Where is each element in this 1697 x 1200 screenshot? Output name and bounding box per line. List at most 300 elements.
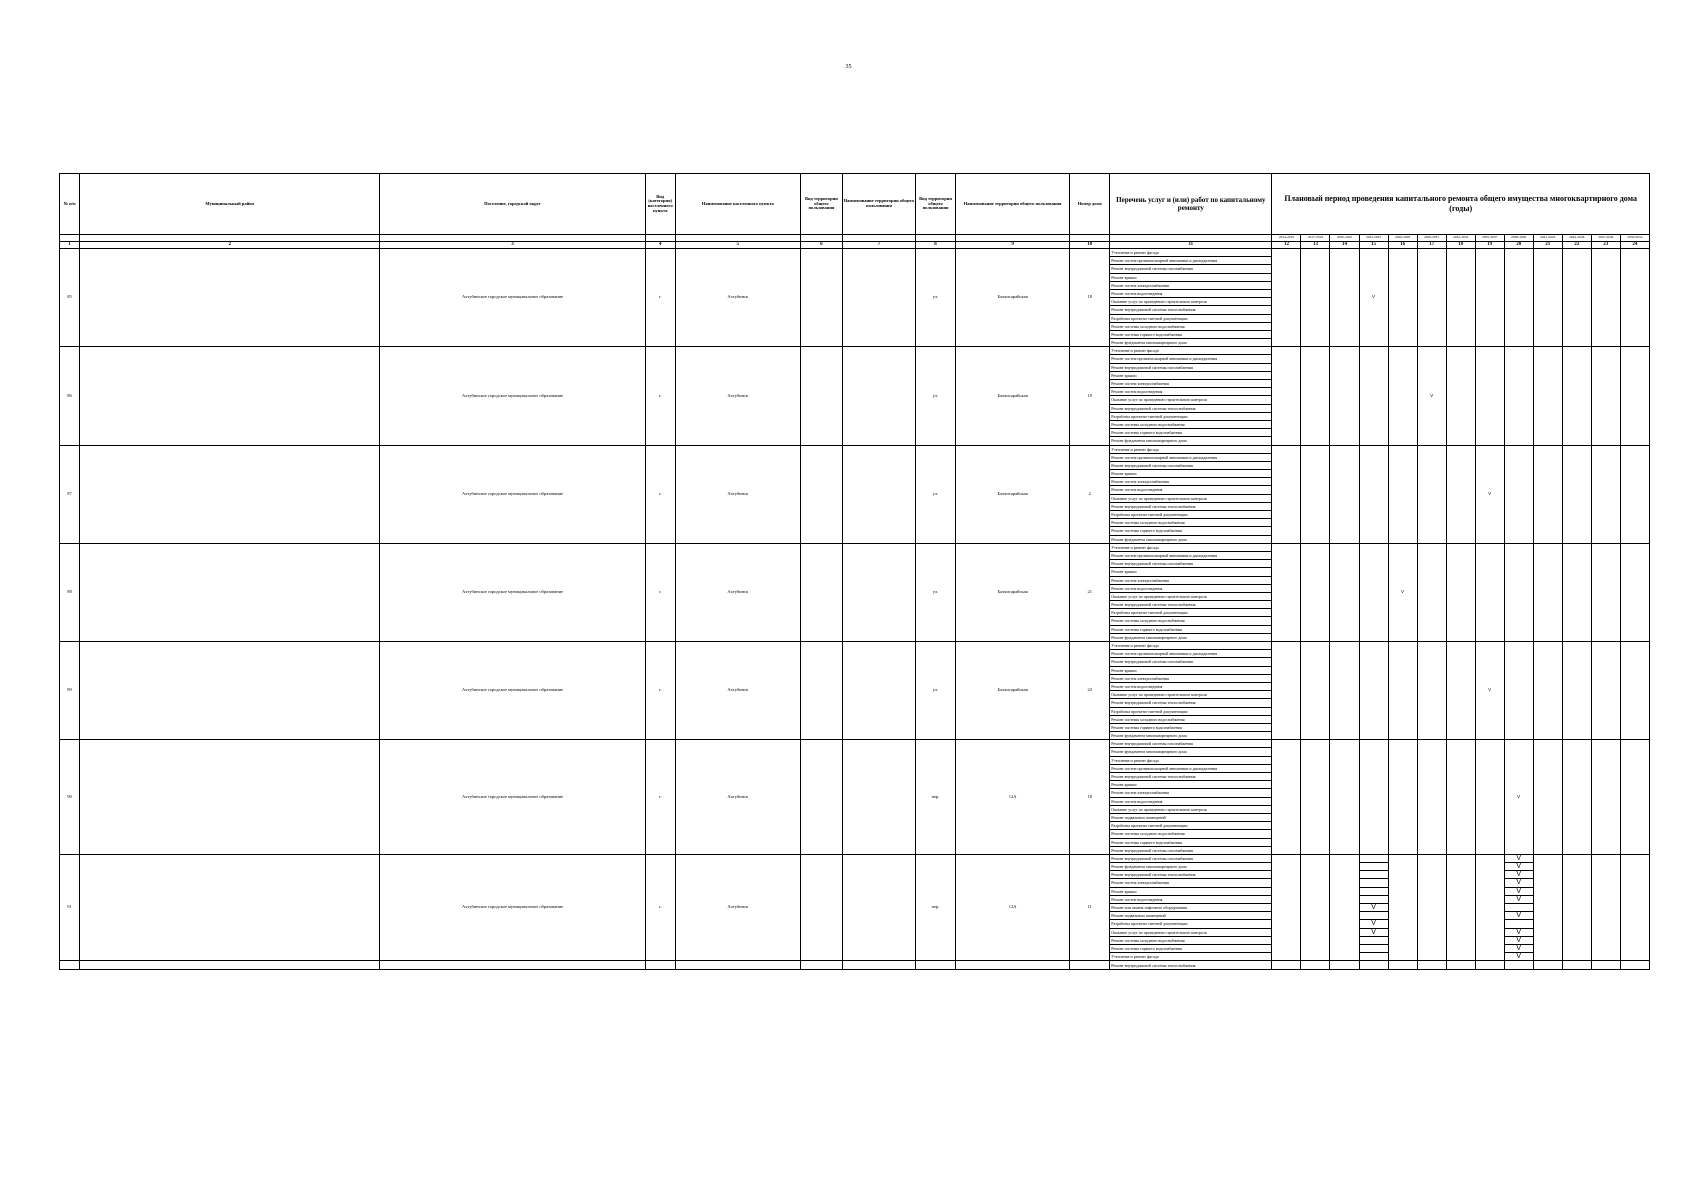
plan-cell xyxy=(1272,445,1301,543)
row-street-type: ул. xyxy=(916,642,956,740)
work-item: Разработка проектно-сметной документации xyxy=(1110,315,1271,323)
row-num: 85 xyxy=(60,249,80,347)
work-item: Разработка проектно-сметной документации xyxy=(1110,413,1271,421)
work-item: Ремонт внутридомовой системы газоснабжения xyxy=(1110,265,1271,273)
column-number: 6 xyxy=(800,242,842,249)
plan-submark xyxy=(1360,896,1388,904)
row-territory-type-1 xyxy=(800,249,842,347)
work-item: Ремонт внутридомовой системы газоснабжения xyxy=(1110,560,1271,568)
work-item: Ремонт внутридомовой системы теплоснабжения xyxy=(1110,306,1271,314)
plan-cell xyxy=(1301,445,1330,543)
row-settlement-name: Ахтубинск xyxy=(675,740,800,855)
period-label: 2038-2040 xyxy=(1504,235,1533,242)
plan-cell xyxy=(1388,740,1417,855)
row-works-list xyxy=(1110,249,1272,347)
plan-cell xyxy=(1620,445,1649,543)
work-item: Ремонт внутридомовой системы теплоснабжения xyxy=(1110,699,1271,707)
row-works-list xyxy=(1110,854,1272,960)
plan-cell xyxy=(1272,961,1301,970)
period-label: 2032-2034 xyxy=(1446,235,1475,242)
work-item: Ремонт крыши xyxy=(1110,568,1271,576)
row-street-name: 12А xyxy=(956,740,1070,855)
row-district xyxy=(80,740,380,855)
row-territory-type-1 xyxy=(800,543,842,641)
plan-cell xyxy=(1272,347,1301,445)
plan-cell xyxy=(1330,854,1359,960)
row-house-no: 18 xyxy=(1070,249,1110,347)
row-works-list xyxy=(1110,445,1272,543)
plan-cell xyxy=(1475,740,1504,855)
period-label: 2017-2019 xyxy=(1301,235,1330,242)
column-number: 16 xyxy=(1388,242,1417,249)
column-number: 1 xyxy=(60,242,80,249)
work-item: Ремонт систем электроснабжения xyxy=(1110,879,1271,887)
work-item: Ремонт систем противопожарной автоматики и дымоудаления xyxy=(1110,454,1271,462)
plan-cell xyxy=(1533,249,1562,347)
header-territory-name-1: Наименование территории общего пользования xyxy=(842,174,915,235)
work-item: Утепление и ремонт фасада xyxy=(1110,544,1271,552)
plan-cell xyxy=(1301,543,1330,641)
work-item: Разработка проектно-сметной документации xyxy=(1110,920,1271,928)
row-settlement: Ахтубинское городское муниципальное образование xyxy=(380,249,645,347)
continued-cell xyxy=(1070,961,1110,970)
column-number: 12 xyxy=(1272,242,1301,249)
work-item: Ремонт системы горячего водоснабжения xyxy=(1110,724,1271,732)
plan-submark: V xyxy=(1505,871,1533,879)
column-number: 23 xyxy=(1591,242,1620,249)
plan-subgrid xyxy=(1504,854,1533,960)
row-territory-type-1 xyxy=(800,642,842,740)
work-item: Ремонт подвальных помещений xyxy=(1110,912,1271,920)
plan-cell xyxy=(1504,249,1533,347)
work-item: Ремонт крыши xyxy=(1110,667,1271,675)
header-settlement: Поселение, городской округ xyxy=(380,174,645,235)
work-item: Ремонт систем электроснабжения xyxy=(1110,577,1271,585)
plan-cell xyxy=(1359,445,1388,543)
plan-cell xyxy=(1562,543,1591,641)
work-item: Ремонт систем электроснабжения xyxy=(1110,789,1271,797)
header-settlement-name: Наименование населенного пункта xyxy=(675,174,800,235)
plan-cell xyxy=(1388,854,1417,960)
row-num: 91 xyxy=(60,854,80,960)
row-street-name: 12А xyxy=(956,854,1070,960)
plan-cell xyxy=(1562,445,1591,543)
work-item: Оказание услуг по проведению строительного контроля xyxy=(1110,298,1271,306)
period-label: 2050-2052 xyxy=(1620,235,1649,242)
plan-cell xyxy=(1272,642,1301,740)
work-item: Ремонт систем электроснабжения xyxy=(1110,675,1271,683)
plan-cell xyxy=(1562,854,1591,960)
plan-cell xyxy=(1591,445,1620,543)
page-number: 35 xyxy=(845,64,852,70)
period-label: 2014-2016 xyxy=(1272,235,1301,242)
plan-cell xyxy=(1417,249,1446,347)
plan-submark: V xyxy=(1516,953,1522,961)
row-street-type: пер. xyxy=(916,854,956,960)
row-street-name: Бахчисарайская xyxy=(956,347,1070,445)
row-district xyxy=(80,347,380,445)
column-number: 3 xyxy=(380,242,645,249)
header-works: Перечень услуг и (или) работ по капитальному ремонту xyxy=(1110,174,1272,235)
table-row xyxy=(60,642,1650,740)
plan-cell xyxy=(1301,961,1330,970)
row-territory-name-1 xyxy=(842,445,915,543)
row-house-no: 2 xyxy=(1070,445,1110,543)
row-settlement-type: г. xyxy=(645,854,675,960)
row-street-name: Бахчисарайская xyxy=(956,543,1070,641)
work-item: Ремонт крыши xyxy=(1110,372,1271,380)
period-label: 2023-2025 xyxy=(1359,235,1388,242)
plan-cell xyxy=(1533,543,1562,641)
plan-submark: V xyxy=(1360,920,1388,928)
table-row-continued xyxy=(60,961,1650,970)
work-item: Ремонт крыши xyxy=(1110,274,1271,282)
work-item: Ремонт систем противопожарной автоматики и дымоудаления xyxy=(1110,552,1271,560)
plan-mark: V xyxy=(1417,347,1446,445)
work-item: Ремонт системы холодного водоснабжения xyxy=(1110,421,1271,429)
row-district xyxy=(80,854,380,960)
row-settlement-type: г. xyxy=(645,740,675,855)
row-settlement-type: г. xyxy=(645,249,675,347)
period-blank xyxy=(956,235,1070,242)
work-item: Ремонт системы горячего водоснабжения xyxy=(1110,839,1271,847)
plan-cell xyxy=(1504,961,1533,970)
table-row xyxy=(60,445,1650,543)
plan-cell xyxy=(1301,249,1330,347)
work-item: Ремонт системы горячего водоснабжения xyxy=(1110,429,1271,437)
period-blank xyxy=(645,235,675,242)
header-district: Муниципальный район xyxy=(80,174,380,235)
work-item: Ремонт системы горячего водоснабжения xyxy=(1110,527,1271,535)
row-house-no: 19 xyxy=(1070,347,1110,445)
work-item: Ремонт систем водоотведения xyxy=(1110,585,1271,593)
period-blank xyxy=(800,235,842,242)
work-item: Оказание услуг по проведению строительного контроля xyxy=(1110,691,1271,699)
work-item: Ремонт системы горячего водоснабжения xyxy=(1110,945,1271,953)
row-house-no: 18 xyxy=(1070,740,1110,855)
plan-cell xyxy=(1272,249,1301,347)
plan-submark xyxy=(1505,904,1533,912)
work-item: Ремонт внутридомовой системы теплоснабжения xyxy=(1110,503,1271,511)
work-item: Ремонт систем противопожарной автоматики и дымоудаления xyxy=(1110,257,1271,265)
work-item: Ремонт систем электроснабжения xyxy=(1110,478,1271,486)
row-works-list xyxy=(1110,543,1272,641)
plan-cell xyxy=(1533,642,1562,740)
plan-cell xyxy=(1330,249,1359,347)
period-label: 2035-2037 xyxy=(1475,235,1504,242)
row-house-no: 11 xyxy=(1070,854,1110,960)
plan-cell xyxy=(1417,961,1446,970)
row-territory-name-1 xyxy=(842,642,915,740)
plan-cell xyxy=(1330,445,1359,543)
column-number: 2 xyxy=(80,242,380,249)
period-label: 2029-2031 xyxy=(1417,235,1446,242)
period-label: 2026-2028 xyxy=(1388,235,1417,242)
plan-cell xyxy=(1533,445,1562,543)
column-number: 21 xyxy=(1533,242,1562,249)
work-item: Ремонт фундамента многоквартирного дома xyxy=(1111,340,1187,346)
row-street-name: Бахчисарайская xyxy=(956,642,1070,740)
row-street-type: пер. xyxy=(916,740,956,855)
row-district xyxy=(80,543,380,641)
work-item: Ремонт подвальных помещений xyxy=(1110,814,1271,822)
plan-cell xyxy=(1388,642,1417,740)
column-number: 14 xyxy=(1330,242,1359,249)
row-settlement-type: г. xyxy=(645,445,675,543)
row-territory-type-1 xyxy=(800,445,842,543)
header-plan: Плановый период проведения капитального ремонта общего имущества многоквартирного дома (годы) xyxy=(1272,174,1650,235)
column-number: 20 xyxy=(1504,242,1533,249)
plan-cell xyxy=(1591,854,1620,960)
plan-cell xyxy=(1446,347,1475,445)
work-item: Ремонт системы горячего водоснабжения xyxy=(1110,331,1271,339)
column-number: 13 xyxy=(1301,242,1330,249)
row-territory-type-1 xyxy=(800,854,842,960)
plan-cell xyxy=(1301,347,1330,445)
work-item: Ремонт системы холодного водоснабжения xyxy=(1110,617,1271,625)
plan-cell xyxy=(1301,642,1330,740)
work-item: Ремонт фундамента многоквартирного дома xyxy=(1110,748,1271,756)
plan-cell xyxy=(1620,740,1649,855)
plan-cell xyxy=(1330,961,1359,970)
work-item: Ремонт систем противопожарной автоматики и дымоудаления xyxy=(1110,765,1271,773)
column-number: 24 xyxy=(1620,242,1649,249)
period-label: 2041-2043 xyxy=(1533,235,1562,242)
work-item: Оказание услуг по проведению строительного контроля xyxy=(1110,929,1271,937)
plan-cell xyxy=(1533,347,1562,445)
plan-cell xyxy=(1446,961,1475,970)
plan-cell xyxy=(1562,961,1591,970)
row-settlement-name: Ахтубинск xyxy=(675,543,800,641)
work-item: Ремонт внутридомовой системы теплоснабжения xyxy=(1110,871,1271,879)
plan-cell xyxy=(1562,642,1591,740)
row-settlement-name: Ахтубинск xyxy=(675,854,800,960)
work-item: Ремонт внутридомовой системы газоснабжения xyxy=(1110,740,1271,748)
plan-submark: V xyxy=(1505,929,1533,937)
row-num: 90 xyxy=(60,740,80,855)
header-house-no: Номер дома xyxy=(1070,174,1110,235)
plan-cell xyxy=(1591,249,1620,347)
work-item: Ремонт систем противопожарной автоматики и дымоудаления xyxy=(1110,355,1271,363)
period-label: 2020-2022 xyxy=(1330,235,1359,242)
work-item: Ремонт внутридомовой системы теплоснабжения xyxy=(1110,405,1271,413)
continued-cell xyxy=(675,961,800,970)
continued-cell xyxy=(916,961,956,970)
plan-cell xyxy=(1504,642,1533,740)
plan-cell xyxy=(1620,249,1649,347)
table-row xyxy=(60,854,1650,960)
column-number: 11 xyxy=(1110,242,1272,249)
work-item: Ремонт внутридомовой системы газоснабжения xyxy=(1110,658,1271,666)
work-item: Ремонт фундамента многоквартирного дома xyxy=(1110,863,1271,871)
plan-submark: V xyxy=(1505,888,1533,896)
column-number: 18 xyxy=(1446,242,1475,249)
work-item: Ремонт внутридомовой системы газоснабжения xyxy=(1110,462,1271,470)
plan-submark xyxy=(1360,912,1388,920)
work-item: Утепление и ремонт фасада xyxy=(1111,954,1159,960)
plan-cell xyxy=(1562,347,1591,445)
work-item: Утепление и ремонт фасада xyxy=(1110,446,1271,454)
row-territory-name-1 xyxy=(842,347,915,445)
work-item: Ремонт фундамента многоквартирного дома xyxy=(1111,536,1187,542)
plan-cell xyxy=(1475,347,1504,445)
column-number: 5 xyxy=(675,242,800,249)
plan-cell xyxy=(1591,961,1620,970)
plan-cell xyxy=(1620,854,1649,960)
plan-cell xyxy=(1446,740,1475,855)
plan-cell xyxy=(1388,249,1417,347)
work-item: Ремонт системы холодного водоснабжения xyxy=(1110,519,1271,527)
row-house-no: 22 xyxy=(1070,642,1110,740)
period-blank xyxy=(380,235,645,242)
plan-cell xyxy=(1562,740,1591,855)
period-blank xyxy=(80,235,380,242)
period-blank xyxy=(842,235,915,242)
work-item: Ремонт фундамента многоквартирного дома xyxy=(1111,634,1187,640)
plan-cell xyxy=(1533,740,1562,855)
work-item: Ремонт фундамента многоквартирного дома xyxy=(1111,438,1187,444)
row-settlement: Ахтубинское городское муниципальное образование xyxy=(380,445,645,543)
plan-submark xyxy=(1360,855,1388,863)
continued-cell xyxy=(380,961,645,970)
plan-cell xyxy=(1417,445,1446,543)
work-item: Ремонт или замена лифтового оборудования xyxy=(1110,904,1271,912)
plan-submark xyxy=(1360,863,1388,871)
period-blank xyxy=(675,235,800,242)
row-num: 88 xyxy=(60,543,80,641)
row-works-list xyxy=(1110,961,1272,970)
capital-repair-table xyxy=(59,173,1650,970)
plan-submark: V xyxy=(1505,937,1533,945)
work-item: Разработка проектно-сметной документации xyxy=(1110,822,1271,830)
row-settlement-name: Ахтубинск xyxy=(675,249,800,347)
plan-cell xyxy=(1272,543,1301,641)
row-territory-name-1 xyxy=(842,543,915,641)
work-item: Ремонт систем водоотведения xyxy=(1110,896,1271,904)
period-label: 2047-2049 xyxy=(1591,235,1620,242)
plan-cell xyxy=(1446,642,1475,740)
row-settlement: Ахтубинское городское муниципальное образование xyxy=(380,347,645,445)
column-number: 15 xyxy=(1359,242,1388,249)
plan-submark xyxy=(1360,871,1388,879)
period-blank xyxy=(1110,235,1272,242)
row-territory-name-1 xyxy=(842,740,915,855)
plan-cell xyxy=(1446,249,1475,347)
plan-cell xyxy=(1446,854,1475,960)
work-item: Оказание услуг по проведению строительного контроля xyxy=(1110,396,1271,404)
plan-cell xyxy=(1591,740,1620,855)
continued-cell xyxy=(60,961,80,970)
plan-cell xyxy=(1359,740,1388,855)
plan-cell xyxy=(1504,543,1533,641)
continued-cell xyxy=(645,961,675,970)
row-settlement-type: г. xyxy=(645,642,675,740)
continued-cell xyxy=(842,961,915,970)
plan-cell xyxy=(1533,854,1562,960)
work-item: Утепление и ремонт фасада xyxy=(1110,347,1271,355)
column-number: 10 xyxy=(1070,242,1110,249)
work-item: Ремонт систем противопожарной автоматики и дымоудаления xyxy=(1110,650,1271,658)
plan-cell xyxy=(1417,642,1446,740)
plan-cell xyxy=(1446,445,1475,543)
work-item: Ремонт систем электроснабжения xyxy=(1110,282,1271,290)
row-street-type: ул. xyxy=(916,445,956,543)
work-item: Утепление и ремонт фасада xyxy=(1110,249,1271,257)
work-item: Ремонт крыши xyxy=(1110,470,1271,478)
work-item: Ремонт систем водоотведения xyxy=(1110,683,1271,691)
period-blank xyxy=(60,235,80,242)
plan-cell xyxy=(1562,249,1591,347)
header-territory-type-1: Вид территории общего пользования xyxy=(800,174,842,235)
plan-submark xyxy=(1360,937,1388,945)
plan-cell xyxy=(1475,249,1504,347)
table-row xyxy=(60,740,1650,855)
plan-submark: V xyxy=(1505,855,1533,863)
plan-cell xyxy=(1620,642,1649,740)
work-item: Ремонт внутридомовой системы теплоснабжения xyxy=(1110,601,1271,609)
plan-cell xyxy=(1620,961,1649,970)
plan-submark: V xyxy=(1360,904,1388,912)
plan-cell xyxy=(1330,543,1359,641)
row-street-name: Бахчисарайская xyxy=(956,249,1070,347)
plan-submark: V xyxy=(1505,896,1533,904)
work-item: Оказание услуг по проведению строительного контроля xyxy=(1110,593,1271,601)
plan-cell xyxy=(1388,445,1417,543)
row-settlement-name: Ахтубинск xyxy=(675,347,800,445)
plan-subgrid xyxy=(1359,854,1388,960)
row-num: 86 xyxy=(60,347,80,445)
row-num: 89 xyxy=(60,642,80,740)
continued-cell xyxy=(80,961,380,970)
plan-cell xyxy=(1359,543,1388,641)
work-item: Ремонт системы горячего водоснабжения xyxy=(1110,626,1271,634)
plan-cell xyxy=(1359,642,1388,740)
period-blank xyxy=(916,235,956,242)
row-territory-name-1 xyxy=(842,249,915,347)
plan-cell xyxy=(1446,543,1475,641)
plan-cell xyxy=(1301,854,1330,960)
header-settlement-type: Вид (категория) населенного пункта xyxy=(645,174,675,235)
work-item: Ремонт внутридомовой системы теплоснабжения xyxy=(1111,962,1196,968)
plan-cell xyxy=(1301,740,1330,855)
plan-cell xyxy=(1591,347,1620,445)
plan-cell xyxy=(1330,347,1359,445)
plan-cell xyxy=(1388,961,1417,970)
table-row xyxy=(60,249,1650,347)
work-item: Утепление и ремонт фасада xyxy=(1110,642,1271,650)
plan-cell xyxy=(1417,854,1446,960)
plan-submark: V xyxy=(1505,912,1533,920)
plan-cell xyxy=(1533,961,1562,970)
row-territory-name-1 xyxy=(842,854,915,960)
plan-cell xyxy=(1620,543,1649,641)
row-works-list xyxy=(1110,740,1272,855)
work-item: Ремонт системы холодного водоснабжения xyxy=(1110,323,1271,331)
plan-mark: V xyxy=(1475,445,1504,543)
column-number: 4 xyxy=(645,242,675,249)
work-item: Ремонт внутридомовой системы теплоснабжения xyxy=(1110,773,1271,781)
plan-submark: V xyxy=(1505,863,1533,871)
row-works-list xyxy=(1110,642,1272,740)
row-street-name: Бахчисарайская xyxy=(956,445,1070,543)
work-item: Разработка проектно-сметной документации xyxy=(1110,609,1271,617)
work-item: Ремонт систем электроснабжения xyxy=(1110,380,1271,388)
row-street-type: ул. xyxy=(916,543,956,641)
work-item: Ремонт внутридомовой системы газоснабжения xyxy=(1111,847,1193,853)
plan-cell xyxy=(1475,543,1504,641)
column-number: 9 xyxy=(956,242,1070,249)
work-item: Ремонт системы холодного водоснабжения xyxy=(1110,716,1271,724)
